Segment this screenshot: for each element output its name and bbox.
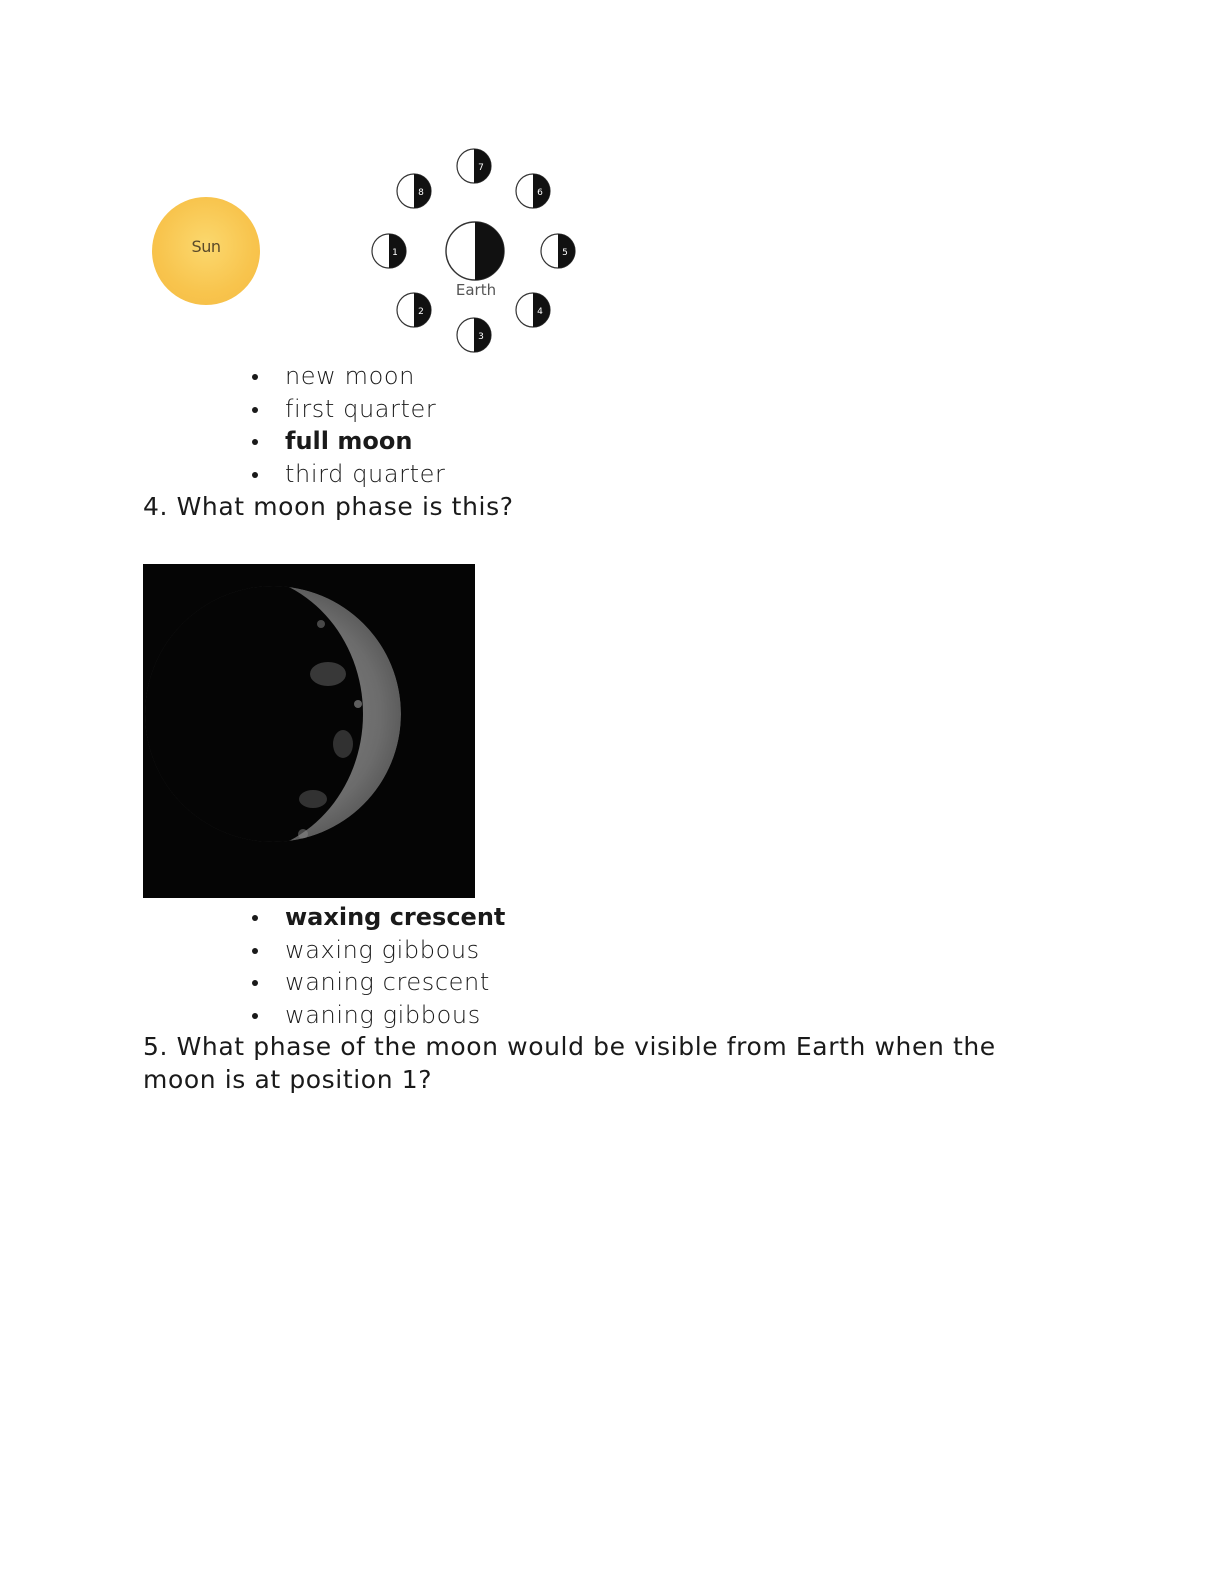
position-label-5: 5	[562, 248, 568, 258]
q4-choice-waning-gibbous[interactable]: waning gibbous	[250, 999, 505, 1032]
question-5-line-1: 5. What phase of the moon would be visible from Earth when the	[143, 1032, 996, 1061]
position-label-8: 8	[418, 188, 424, 198]
moon-position-8	[395, 172, 433, 210]
moon-phase-diagram	[140, 140, 600, 365]
moon-position-5	[539, 232, 577, 270]
position-label-3: 3	[478, 332, 484, 342]
sun	[152, 197, 260, 305]
moon-position-1	[370, 232, 408, 270]
position-label-1: 1	[392, 248, 398, 258]
moon-position-3	[455, 316, 493, 354]
position-label-6: 6	[537, 188, 543, 198]
sun-label: Sun	[191, 237, 221, 256]
question-4: 4. What moon phase is this?	[143, 492, 514, 521]
q4-choice-waxing-gibbous[interactable]: waxing gibbous	[250, 934, 505, 967]
q3-choice-full-moon[interactable]: full moon	[250, 425, 445, 458]
q3-choices-list	[250, 360, 445, 490]
earth	[444, 220, 506, 282]
q4-choices-list	[250, 901, 505, 1031]
moon-position-6	[514, 172, 552, 210]
q3-choice-third-quarter[interactable]: third quarter	[250, 458, 445, 491]
q4-choice-waning-crescent[interactable]: waning crescent	[250, 966, 505, 999]
moon-position-4	[514, 291, 552, 329]
question-5-line-2: moon is at position 1?	[143, 1065, 433, 1094]
position-label-7: 7	[478, 163, 484, 173]
moon-position-2	[395, 291, 433, 329]
crescent-moon-photo	[143, 564, 475, 898]
position-label-2: 2	[418, 307, 424, 317]
moon-position-7	[455, 147, 493, 185]
q4-choice-waxing-crescent[interactable]: waxing crescent	[250, 901, 505, 934]
q3-choice-first-quarter[interactable]: first quarter	[250, 393, 445, 426]
earth-label: Earth	[455, 281, 497, 299]
question-5	[143, 1030, 1043, 1096]
q3-choice-new-moon[interactable]: new moon	[250, 360, 445, 393]
position-label-4: 4	[537, 307, 543, 317]
